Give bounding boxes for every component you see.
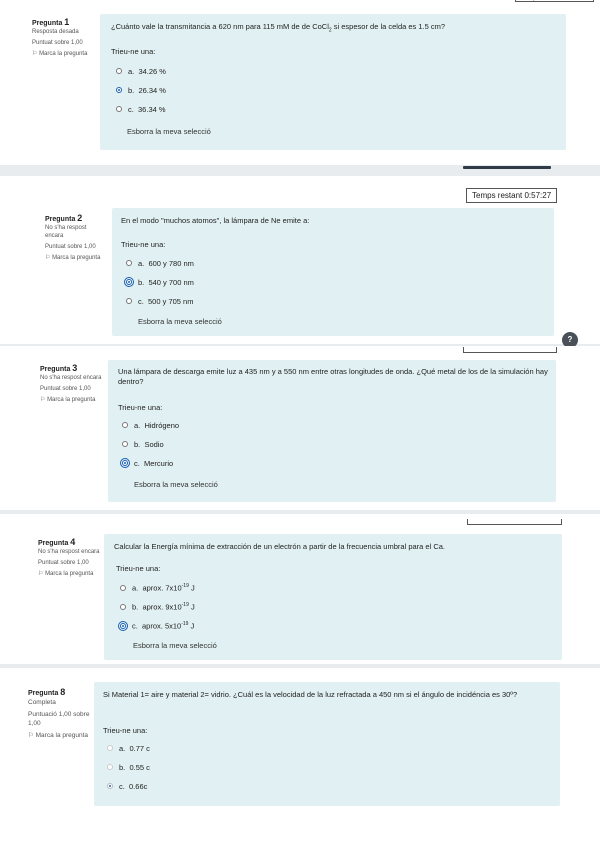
radio-icon[interactable] [126, 260, 132, 266]
question-8-panel [0, 668, 600, 848]
answer-option-c[interactable]: c. 0.66c [107, 782, 147, 791]
question-points: Puntuació 1,00 sobre 1,00 [28, 711, 90, 727]
choose-one-label: Trieu-ne una: [111, 47, 156, 56]
radio-icon[interactable] [107, 764, 113, 770]
divider-line [463, 352, 557, 353]
answer-option-b[interactable]: b. 540 y 700 nm [126, 278, 194, 287]
question-3-panel [0, 346, 600, 510]
question-state: No s'ha respost encara [38, 549, 100, 555]
radio-icon[interactable] [116, 68, 122, 74]
radio-icon[interactable] [116, 106, 122, 112]
answer-option-b[interactable]: b. Sodio [122, 440, 164, 449]
answer-option-a[interactable]: a. aprox. $7x10^{-19}$ J [120, 583, 195, 593]
radio-icon[interactable] [107, 745, 113, 751]
question-state: No s'ha respost encara [40, 375, 102, 381]
timer-top [515, 0, 594, 2]
radio-selected-icon[interactable] [126, 279, 132, 285]
radio-icon[interactable] [122, 422, 128, 428]
question-box [94, 682, 560, 806]
answer-option-a[interactable]: a. 600 y 780 nm [126, 259, 194, 268]
radio-icon[interactable] [120, 585, 126, 591]
choose-one-label: Trieu-ne una: [118, 403, 163, 412]
flag-icon: ⚐ [28, 732, 34, 739]
radio-icon[interactable] [126, 298, 132, 304]
clear-selection-link[interactable]: Esborra la meva selecció [133, 641, 217, 650]
answer-option-c[interactable]: c. 500 y 705 nm [126, 297, 193, 306]
question-2-panel [0, 176, 600, 344]
window-tab-bar [463, 166, 551, 169]
question-info: Pregunta 8 Completa Puntuació 1,00 sobre 1,00 ⚐ Marca la pregunta [28, 688, 96, 740]
flag-question-link[interactable]: ⚐ Marca la pregunta [40, 397, 96, 403]
question-text: Calcular la Energía mínima de extracción de un electrón a partir de la frecuencia umbral para el Ca. [114, 542, 446, 551]
question-info: Pregunta 3 No s'ha respost encara Puntuat sobre 1,00 ⚐ Marca la pregunta [40, 363, 102, 403]
flag-icon: ⚐ [38, 571, 44, 577]
choose-one-label: Trieu-ne una: [116, 564, 161, 573]
clear-selection-link[interactable]: Esborra la meva selecció [134, 480, 218, 489]
answer-option-a[interactable]: a. Hidrógeno [122, 421, 179, 430]
question-points: Puntuat sobre 1,00 [38, 560, 89, 566]
question-state: Resposta desada [32, 29, 79, 35]
flag-question-link[interactable]: ⚐ Marca la pregunta [28, 732, 89, 739]
radio-selected-icon[interactable] [122, 460, 128, 466]
question-text: Si Material 1= aire y material 2= vidrio. ¿Cuál es la velocidad de la luz refractada a 450 nm si el ángulo de incidéncia es 30º? [103, 690, 518, 699]
divider-line [467, 524, 562, 525]
question-text: ¿Cuánto vale la transmitancia a 620 nm para 115 mM de de CoCl$_2$ si espesor de la celda es 1.5 cm? [111, 22, 446, 34]
answer-option-b[interactable]: b. 0.55 c [107, 763, 150, 772]
question-info: Pregunta 2 No s'ha respost encara Puntuat sobre 1,00 ⚐ Marca la pregunta [45, 214, 105, 262]
clear-selection-link[interactable]: Esborra la meva selecció [127, 127, 211, 136]
choose-one-label: Trieu-ne una: [121, 240, 166, 249]
choose-one-label: Trieu-ne una: [103, 726, 148, 735]
radio-icon[interactable] [120, 604, 126, 610]
flag-question-link[interactable]: ⚐ Marca la pregunta [45, 255, 101, 261]
answer-option-a[interactable]: a. 0.77 c [107, 744, 150, 753]
question-text: En el modo "muchos atomos", la lámpara de Ne emite a: [121, 216, 310, 225]
timer: Temps restant 0:57:27 [466, 188, 557, 203]
flag-icon: ⚐ [40, 397, 46, 403]
flag-icon: ⚐ [32, 51, 38, 57]
question-4-panel [0, 514, 600, 664]
radio-icon[interactable] [122, 441, 128, 447]
radio-selected-icon[interactable] [107, 783, 113, 789]
answer-option-c[interactable]: c. 36.34 % [116, 105, 166, 114]
help-button[interactable]: ? [562, 332, 578, 348]
flag-question-link[interactable]: ⚐ Marca la pregunta [38, 571, 94, 577]
question-info: Pregunta 4 No s'ha respost encara Puntuat sobre 1,00 ⚐ Marca la pregunta [38, 537, 100, 577]
answer-option-b[interactable]: b. 26.34 % [116, 86, 166, 95]
question-points: Puntuat sobre 1,00 [40, 386, 91, 392]
radio-selected-icon[interactable] [116, 87, 122, 93]
question-1-panel [0, 0, 600, 165]
question-state: No s'ha respost encara [45, 225, 87, 239]
radio-selected-icon[interactable] [120, 623, 126, 629]
answer-option-c[interactable]: c. aprox. $5x10^{-19}$ J [120, 621, 194, 631]
clear-selection-link[interactable]: Esborra la meva selecció [138, 317, 222, 326]
answer-option-b[interactable]: b. aprox. $9x10^{-19}$ J [120, 602, 195, 612]
question-text: Una lámpara de descarga emite luz a 435 nm y a 550 nm entre otras longitudes de onda. ¿Qué metal de los de la simulación hay dentro? [118, 367, 548, 386]
flag-icon: ⚐ [45, 255, 51, 261]
answer-option-a[interactable]: a. 34.26 % [116, 67, 166, 76]
question-info: Pregunta 1 Resposta desada Puntuat sobre 1,00 ⚐ Marca la pregunta [32, 18, 92, 58]
question-state: Completa [28, 699, 56, 706]
answer-option-c[interactable]: c. Mercurio [122, 459, 173, 468]
question-points: Puntuat sobre 1,00 [32, 40, 83, 46]
flag-question-link[interactable]: ⚐ Marca la pregunta [32, 51, 88, 57]
question-points: Puntuat sobre 1,00 [45, 244, 96, 250]
